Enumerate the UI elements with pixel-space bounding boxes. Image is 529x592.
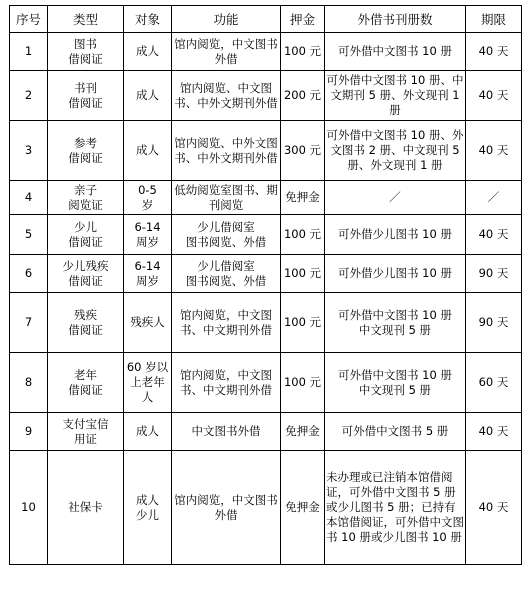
cell-period: 40 天 <box>466 413 522 451</box>
cell-target: 成人 <box>124 121 172 181</box>
header-row <box>10 6 522 33</box>
cell-function: 馆内阅览，中文图书外借 <box>172 33 281 71</box>
cell-borrow-limit: 可外借少儿图书 10 册 <box>325 255 466 293</box>
cell-period: ／ <box>466 181 522 215</box>
cell-function: 馆内阅览、中文图书、中外文期刊外借 <box>172 71 281 121</box>
cell-type: 图书 借阅证 <box>48 33 124 71</box>
cell-period: 90 天 <box>466 255 522 293</box>
cell-no: 7 <box>10 293 48 353</box>
cell-borrow-limit: 未办理或已注销本馆借阅证，可外借中文图书 5 册或少儿图书 5 册；已持有本馆借阅证，可外借中文图书 10 册或少儿图书 10 册 <box>325 451 466 565</box>
cell-deposit: 100 元 <box>281 215 325 255</box>
cell-deposit: 100 元 <box>281 255 325 293</box>
cell-function: 馆内阅览、中外文图书、中外文期刊外借 <box>172 121 281 181</box>
table-row <box>10 255 522 293</box>
cell-target: 成人 少儿 <box>124 451 172 565</box>
cell-deposit: 200 元 <box>281 71 325 121</box>
cell-period: 90 天 <box>466 293 522 353</box>
cell-borrow-limit: 可外借少儿图书 10 册 <box>325 215 466 255</box>
cell-type: 书刊 借阅证 <box>48 71 124 121</box>
cell-type: 社保卡 <box>48 451 124 565</box>
cell-deposit: 免押金 <box>281 451 325 565</box>
cell-deposit: 100 元 <box>281 293 325 353</box>
cell-borrow-limit: 可外借中文图书 5 册 <box>325 413 466 451</box>
table-row <box>10 293 522 353</box>
cell-type: 支付宝信 用证 <box>48 413 124 451</box>
cell-type: 老年 借阅证 <box>48 353 124 413</box>
header-deposit: 押金 <box>281 6 325 33</box>
cell-deposit: 100 元 <box>281 353 325 413</box>
cell-type: 亲子 阅览证 <box>48 181 124 215</box>
table-row <box>10 33 522 71</box>
header-borrow-limit: 外借书刊册数 <box>325 6 466 33</box>
cell-period: 40 天 <box>466 33 522 71</box>
table-row <box>10 71 522 121</box>
cell-period: 40 天 <box>466 121 522 181</box>
table-row <box>10 451 522 565</box>
cell-type: 参考 借阅证 <box>48 121 124 181</box>
cell-period: 60 天 <box>466 353 522 413</box>
cell-period: 40 天 <box>466 215 522 255</box>
cell-deposit: 免押金 <box>281 181 325 215</box>
cell-no: 8 <box>10 353 48 413</box>
cell-deposit: 300 元 <box>281 121 325 181</box>
cell-type: 残疾 借阅证 <box>48 293 124 353</box>
header-no: 序号 <box>10 6 48 33</box>
table-row <box>10 413 522 451</box>
table-row <box>10 353 522 413</box>
cell-borrow-limit: 可外借中文图书 10 册、外文图书 2 册、中文现刊 5 册、外文现刊 1 册 <box>325 121 466 181</box>
table-row <box>10 121 522 181</box>
cell-borrow-limit: 可外借中文图书 10 册 中文现刊 5 册 <box>325 353 466 413</box>
cell-target: 残疾人 <box>124 293 172 353</box>
cell-no: 2 <box>10 71 48 121</box>
cell-type: 少儿 借阅证 <box>48 215 124 255</box>
cell-target: 6-14 周岁 <box>124 255 172 293</box>
cell-function: 中文图书外借 <box>172 413 281 451</box>
cell-target: 成人 <box>124 33 172 71</box>
cell-no: 6 <box>10 255 48 293</box>
cell-no: 3 <box>10 121 48 181</box>
cell-target: 0-5 岁 <box>124 181 172 215</box>
cell-target: 6-14 周岁 <box>124 215 172 255</box>
cell-deposit: 100 元 <box>281 33 325 71</box>
cell-period: 40 天 <box>466 71 522 121</box>
table-row <box>10 215 522 255</box>
cell-target: 成人 <box>124 71 172 121</box>
cell-no: 1 <box>10 33 48 71</box>
cell-no: 10 <box>10 451 48 565</box>
cell-no: 9 <box>10 413 48 451</box>
header-type: 类型 <box>48 6 124 33</box>
cell-period: 40 天 <box>466 451 522 565</box>
header-period: 期限 <box>466 6 522 33</box>
header-target: 对象 <box>124 6 172 33</box>
cell-function: 少儿借阅室 图书阅览、外借 <box>172 255 281 293</box>
cell-function: 馆内阅览，中文图书外借 <box>172 451 281 565</box>
cell-no: 4 <box>10 181 48 215</box>
cell-function: 馆内阅览，中文图书、中文期刊外借 <box>172 353 281 413</box>
cell-function: 少儿借阅室 图书阅览、外借 <box>172 215 281 255</box>
cell-no: 5 <box>10 215 48 255</box>
header-function: 功能 <box>172 6 281 33</box>
cell-target: 成人 <box>124 413 172 451</box>
cell-borrow-limit: 可外借中文图书 10 册 <box>325 33 466 71</box>
cell-function: 低幼阅览室图书、期刊阅览 <box>172 181 281 215</box>
cell-target: 60 岁以上老年人 <box>124 353 172 413</box>
cell-borrow-limit: 可外借中文图书 10 册、中文期刊 5 册、外文现刊 1 册 <box>325 71 466 121</box>
table-row <box>10 181 522 215</box>
cell-deposit: 免押金 <box>281 413 325 451</box>
library-card-table <box>9 5 522 565</box>
cell-borrow-limit: 可外借中文图书 10 册 中文现刊 5 册 <box>325 293 466 353</box>
cell-function: 馆内阅览，中文图书、中文期刊外借 <box>172 293 281 353</box>
cell-type: 少儿残疾 借阅证 <box>48 255 124 293</box>
cell-borrow-limit: ／ <box>325 181 466 215</box>
